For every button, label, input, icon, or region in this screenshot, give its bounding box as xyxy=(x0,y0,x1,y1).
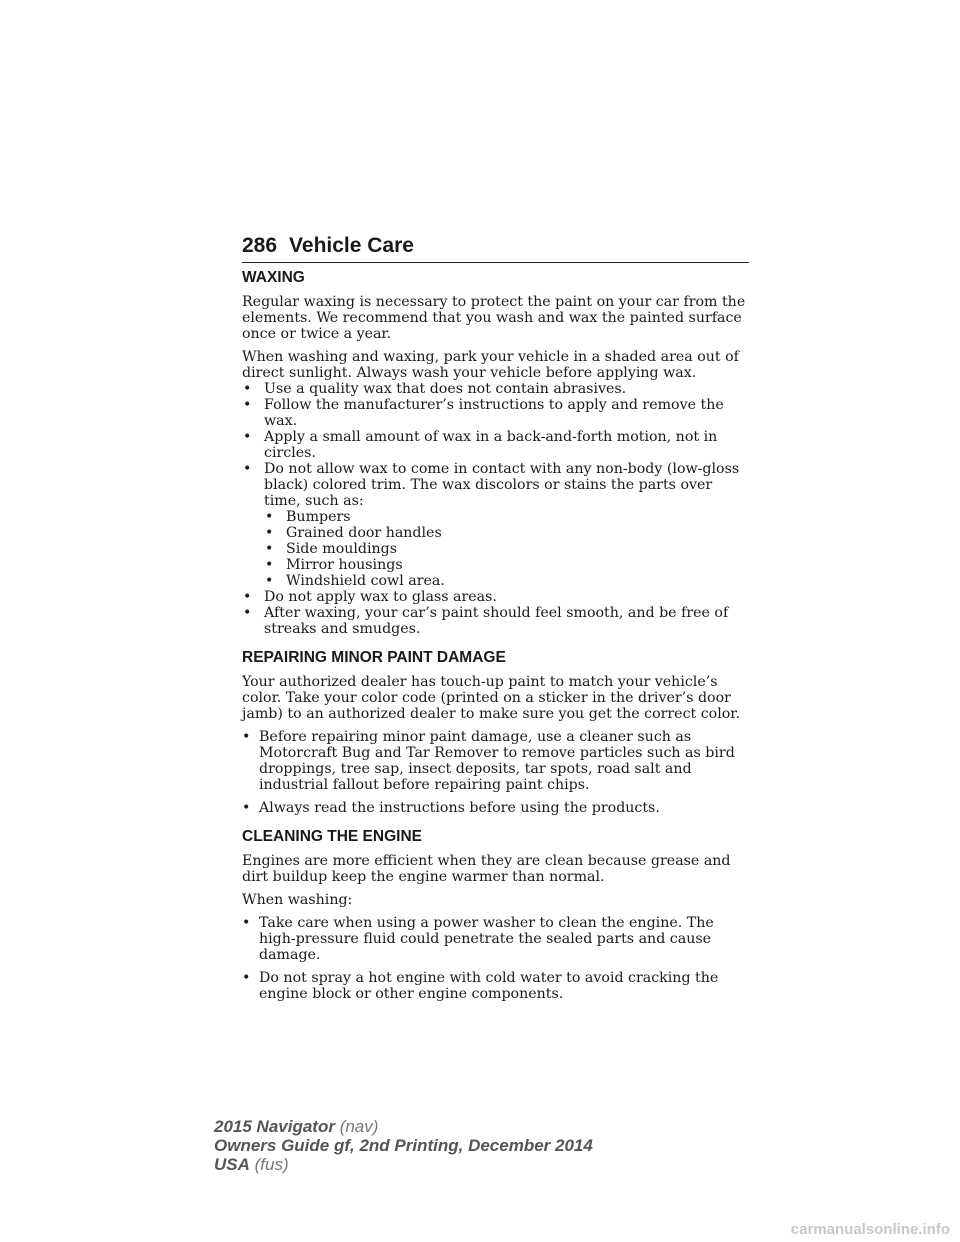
list-item: • Grained door handles xyxy=(264,525,752,541)
engine-bullet-list xyxy=(242,915,752,1002)
list-item: • Side mouldings xyxy=(264,541,752,557)
paint-heading: REPAIRING MINOR PAINT DAMAGE xyxy=(242,649,506,666)
page-footer xyxy=(214,1117,593,1174)
list-item-text: Do not allow wax to come in contact with any non-body (low-gloss black) colored trim. The wax discolors or stains the parts over time, such as: xyxy=(264,461,740,509)
list-item: • Always read the instructions before using the products. xyxy=(242,800,752,816)
section-title: Vehicle Care xyxy=(289,234,414,257)
list-item: • Take care when using a power washer to clean the engine. The high-pressure fluid could penetrate the sealed parts and cause damage. xyxy=(242,915,752,963)
list-item: • Follow the manufacturer’s instructions to apply and remove the wax. xyxy=(242,397,752,429)
page-content xyxy=(242,268,752,1009)
engine-para2: When washing: xyxy=(242,892,353,908)
list-item: • Apply a small amount of wax in a back-and-forth motion, not in circles. xyxy=(242,429,752,461)
footer-line-model xyxy=(214,1117,593,1136)
footer-region: USA xyxy=(214,1155,250,1174)
waxing-heading: WAXING xyxy=(242,269,305,286)
waxing-sub-bullet-list xyxy=(264,509,752,589)
waxing-para2: When washing and waxing, park your vehicle in a shaded area out of direct sunlight. Always wash your vehicle before applying wax. xyxy=(242,349,739,381)
paint-bullet-list xyxy=(242,729,752,816)
list-item: • Mirror housings xyxy=(264,557,752,573)
list-item: • Before repairing minor paint damage, use a cleaner such as Motorcraft Bug and Tar Remover to remove particles such as bird droppings, tree sap, insect deposits, tar spots, road salt and industrial fallout before repairing paint chips. xyxy=(242,729,752,793)
footer-guide: Owners Guide gf, 2nd Printing, December 2014 xyxy=(214,1136,593,1155)
list-item xyxy=(242,461,752,589)
paint-intro: Your authorized dealer has touch-up paint to match your vehicle’s color. Take your color code (printed on a sticker in the driver’s door jamb) to an authorized dealer to make sure you get the correct color. xyxy=(242,674,741,722)
footer-model-code: (nav) xyxy=(339,1117,379,1136)
page-number: 286 xyxy=(242,234,278,257)
list-item: • Do not spray a hot engine with cold water to avoid cracking the engine block or other engine components. xyxy=(242,970,752,1002)
waxing-bullet-list xyxy=(242,381,752,637)
watermark: carmanualsonline.info xyxy=(790,1221,950,1238)
waxing-intro: Regular waxing is necessary to protect the paint on your car from the elements. We recommend that you wash and wax the painted surface once or twice a year. xyxy=(242,294,746,342)
engine-intro: Engines are more efficient when they are clean because grease and dirt buildup keep the engine warmer than normal. xyxy=(242,853,731,885)
footer-region-code: (fus) xyxy=(254,1155,289,1174)
list-item: • Windshield cowl area. xyxy=(264,573,752,589)
list-item: • Use a quality wax that does not contain abrasives. xyxy=(242,381,752,397)
list-item: • After waxing, your car’s paint should feel smooth, and be free of streaks and smudges. xyxy=(242,605,752,637)
footer-line-region xyxy=(214,1155,593,1174)
list-item: • Bumpers xyxy=(264,509,752,525)
engine-heading: CLEANING THE ENGINE xyxy=(242,828,422,845)
list-item: • Do not apply wax to glass areas. xyxy=(242,589,752,605)
page-header xyxy=(242,226,749,263)
footer-model: 2015 Navigator xyxy=(214,1117,335,1136)
